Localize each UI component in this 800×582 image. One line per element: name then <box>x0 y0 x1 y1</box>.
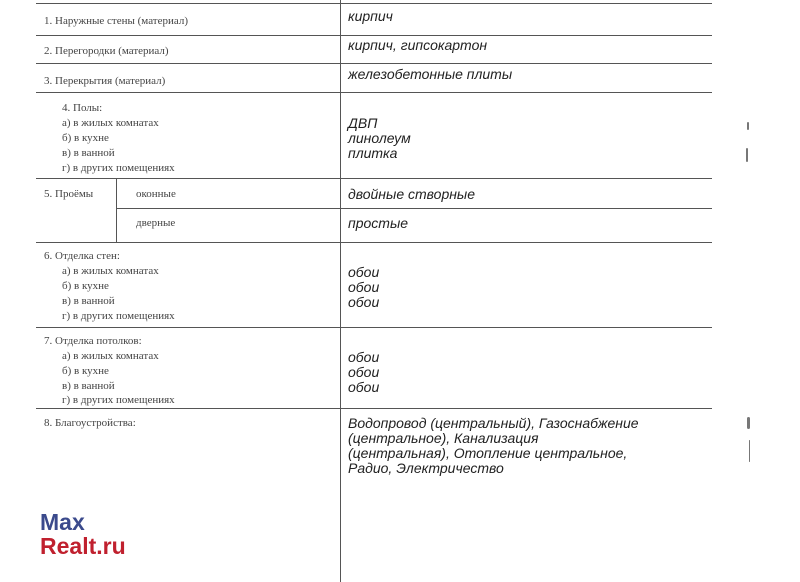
scan-mark <box>746 148 748 162</box>
ceiling-finish-sub-kitchen: б) в кухне <box>62 365 109 377</box>
row-divider <box>36 242 712 243</box>
wall-finish-sub-kitchen: б) в кухне <box>62 280 109 292</box>
watermark-line-1: Max <box>40 509 85 535</box>
outer-walls-value: кирпич <box>348 8 393 24</box>
floors-label: 4. Полы: <box>62 102 103 114</box>
amenities-label: 8. Благоустройства: <box>44 417 136 429</box>
wall-finish-label: 6. Отделка стен: <box>44 250 120 262</box>
floors-value-bathroom: плитка <box>348 145 398 161</box>
ceiling-finish-sub-bathroom: в) в ванной <box>62 380 115 392</box>
ceiling-finish-label: 7. Отделка потолков: <box>44 335 142 347</box>
floors-sub-living: а) в жилых комнатах <box>62 117 159 129</box>
outer-walls-label: 1. Наружные стены (материал) <box>44 15 188 27</box>
scan-mark <box>749 440 750 462</box>
row-divider <box>36 63 712 64</box>
partitions-value: кирпич, гипсокартон <box>348 37 488 53</box>
openings-door-value: простые <box>348 215 409 231</box>
partitions-label: 2. Перегородки (материал) <box>44 45 169 57</box>
row-divider <box>36 178 712 179</box>
openings-window-value: двойные створные <box>348 186 476 202</box>
ceiling-finish-sub-living: а) в жилых комнатах <box>62 350 159 362</box>
row-divider <box>36 35 712 36</box>
amenities-line-4: Радио, Электричество <box>348 460 504 476</box>
table-border-top <box>36 3 712 4</box>
column-divider <box>116 178 117 242</box>
row-divider <box>36 327 712 328</box>
ceiling-finish-value-bathroom: обои <box>348 379 380 395</box>
ceiling-finish-value-kitchen: обои <box>348 364 380 380</box>
wall-finish-value-kitchen: обои <box>348 279 380 295</box>
amenities-line-2: (центральное), Канализация <box>348 430 539 446</box>
floors-sub-bathroom: в) в ванной <box>62 147 115 159</box>
wall-finish-value-living: обои <box>348 264 380 280</box>
floors-sub-other: г) в других помещениях <box>62 162 175 174</box>
row-divider <box>116 208 712 209</box>
watermark-logo <box>40 510 126 558</box>
openings-window-label: оконные <box>136 188 176 200</box>
floors-sub-kitchen: б) в кухне <box>62 132 109 144</box>
row-divider <box>36 92 712 93</box>
wall-finish-sub-living: а) в жилых комнатах <box>62 265 159 277</box>
slabs-value: железобетонные плиты <box>348 66 513 82</box>
column-divider <box>340 0 341 582</box>
ceiling-finish-sub-other: г) в других помещениях <box>62 394 175 406</box>
scan-mark <box>747 417 750 429</box>
watermark-line-2: Realt.ru <box>40 533 126 559</box>
floors-value-living: ДВП <box>348 115 378 131</box>
amenities-line-3: (центральная), Отопление центральное, <box>348 445 628 461</box>
floors-value-kitchen: линолеум <box>348 130 411 146</box>
scan-mark <box>747 122 749 130</box>
slabs-label: 3. Перекрытия (материал) <box>44 75 166 87</box>
wall-finish-sub-other: г) в других помещениях <box>62 310 175 322</box>
ceiling-finish-value-living: обои <box>348 349 380 365</box>
openings-label: 5. Проёмы <box>44 188 94 200</box>
row-divider <box>36 408 712 409</box>
wall-finish-value-bathroom: обои <box>348 294 380 310</box>
amenities-line-1: Водопровод (центральный), Газоснабжение <box>348 415 639 431</box>
wall-finish-sub-bathroom: в) в ванной <box>62 295 115 307</box>
openings-door-label: дверные <box>136 217 176 229</box>
